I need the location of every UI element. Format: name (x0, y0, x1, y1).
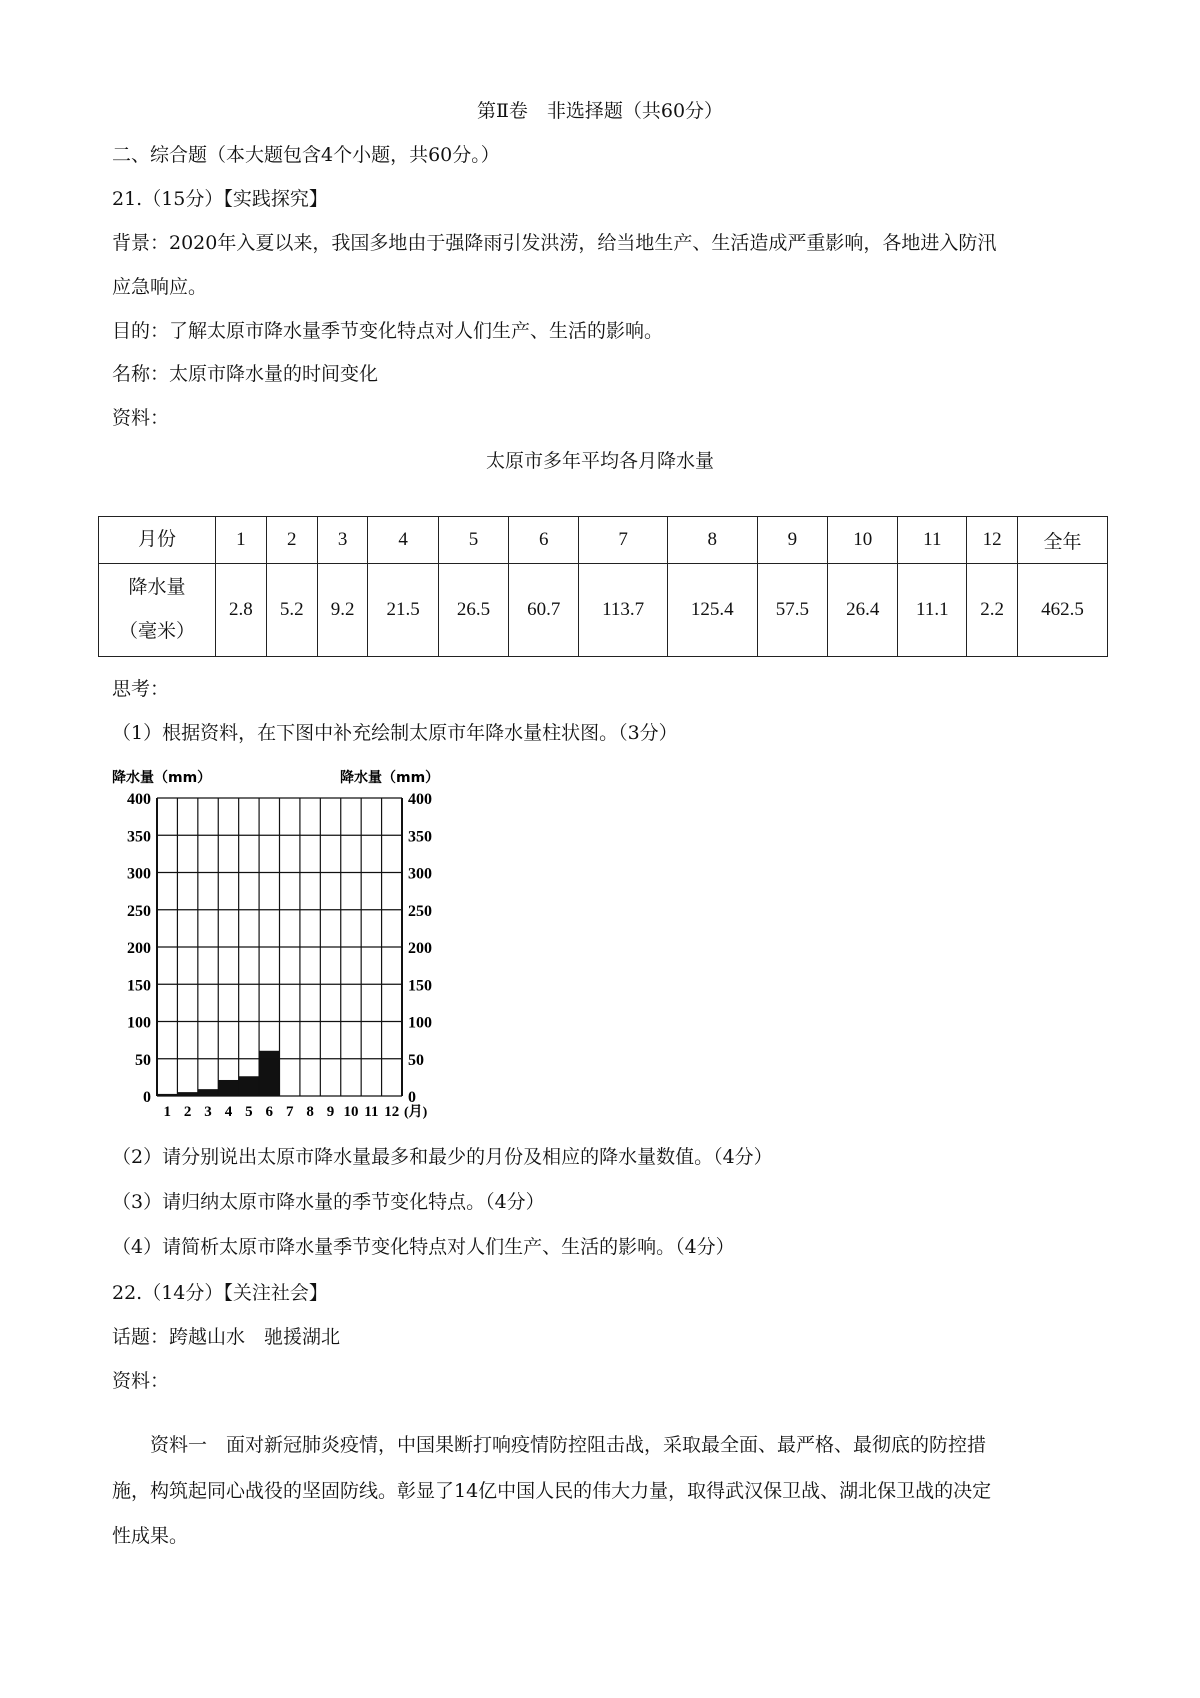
y-tick-label-left: 200 (127, 940, 151, 957)
x-tick-label: 11 (364, 1104, 379, 1120)
x-tick-label: 1 (163, 1104, 171, 1120)
section-title: 第Ⅱ卷 非选择题（共60分） (476, 100, 724, 122)
y-tick-label-right: 100 (408, 1014, 432, 1032)
x-tick-label: 3 (204, 1104, 212, 1120)
q22-material-1-line2: 施，构筑起同心战役的坚固防线。彰显了14亿中国人民的伟大力量，取得武汉保卫战、湖北保卫战的决定 (112, 1480, 992, 1502)
q21-background-line2: 应急响应。 (112, 276, 208, 298)
table-cell-month: 9 (757, 517, 827, 564)
q22-material-1-line3: 性成果。 (112, 1525, 189, 1547)
q22-topic: 话题：跨越山水 驰援湖北 (112, 1326, 341, 1348)
x-tick-label: 12 (384, 1104, 400, 1120)
y-tick-label-right: 0 (408, 1089, 416, 1106)
x-axis-unit: (月) (404, 1105, 428, 1120)
table-cell-value: 9.2 (317, 564, 368, 657)
bar-month-6 (259, 1051, 279, 1096)
y-tick-label-left: 350 (127, 828, 151, 846)
q22-material-label: 资料： (112, 1370, 170, 1392)
table-header-precipitation (99, 564, 216, 657)
think-label: 思考： (112, 678, 170, 700)
table-title: 太原市多年平均各月降水量 (485, 450, 714, 472)
x-tick-label: 2 (183, 1104, 192, 1120)
part-title: 二、综合题（本大题包含4个小题，共60分。） (112, 144, 500, 166)
y-tick-label-left: 100 (127, 1014, 151, 1032)
x-tick-label: 7 (285, 1104, 294, 1120)
table-cell-value: 125.4 (667, 564, 757, 657)
table-row-precipitation (99, 564, 1108, 657)
table-cell-month: 11 (898, 517, 967, 564)
y-tick-label-left: 400 (127, 791, 151, 808)
table-cell-month: 6 (509, 517, 579, 564)
table-cell-month: 8 (667, 517, 757, 564)
q21-question-2: （2）请分别说出太原市降水量最多和最少的月份及相应的降水量数值。（4分） (112, 1146, 773, 1168)
table-cell-month: 3 (317, 517, 368, 564)
q21-header: 21.（15分）【实践探究】 (112, 188, 328, 210)
q21-question-4: （4）请简析太原市降水量季节变化特点对人们生产、生活的影响。（4分） (112, 1236, 735, 1258)
precipitation-bar-chart (112, 758, 452, 1130)
table-cell-value: 2.8 (216, 564, 267, 657)
q21-question-3: （3）请归纳太原市降水量的季节变化特点。（4分） (112, 1191, 545, 1213)
table-cell-value: 2.2 (967, 564, 1018, 657)
q21-purpose: 目的：了解太原市降水量季节变化特点对人们生产、生活的影响。 (112, 320, 664, 342)
table-cell-month: 全年 (1018, 517, 1108, 564)
y-tick-label-left: 150 (127, 977, 151, 995)
y-axis-label-left: 降水量（mm） (112, 770, 212, 786)
x-tick-label: 6 (265, 1104, 274, 1120)
q21-question-1: （1）根据资料，在下图中补充绘制太原市年降水量柱状图。（3分） (112, 722, 678, 744)
table-cell-month: 5 (438, 517, 508, 564)
table-cell-month: 10 (828, 517, 898, 564)
bar-month-5 (239, 1076, 259, 1096)
y-tick-label-left: 300 (127, 865, 151, 883)
x-tick-label: 4 (224, 1104, 233, 1120)
y-tick-label-left: 250 (127, 902, 151, 920)
table-cell-value: 5.2 (266, 564, 317, 657)
table-header-precip-line2: （毫米） (118, 621, 195, 642)
table-cell-value: 26.5 (438, 564, 508, 657)
x-tick-label: 8 (306, 1104, 314, 1120)
y-tick-label-left: 50 (135, 1051, 151, 1069)
table-cell-value: 26.4 (828, 564, 898, 657)
q21-material-label: 资料： (112, 407, 170, 429)
q22-header: 22.（14分）【关注社会】 (112, 1282, 328, 1304)
table-cell-month: 4 (368, 517, 438, 564)
table-cell-month: 7 (579, 517, 667, 564)
table-header-month: 月份 (99, 517, 216, 564)
bar-month-3 (198, 1089, 218, 1096)
precipitation-table (98, 516, 1108, 657)
q21-background-line1: 背景：2020年入夏以来，我国多地由于强降雨引发洪涝，给当地生产、生活造成严重影响，各地进入防汛 (112, 232, 997, 254)
table-cell-month: 12 (967, 517, 1018, 564)
y-axis-label-right: 降水量（mm） (340, 770, 440, 786)
y-tick-label-right: 400 (408, 791, 432, 808)
y-tick-label-right: 300 (408, 865, 432, 883)
table-row-month (99, 517, 1108, 564)
table-cell-value: 462.5 (1018, 564, 1108, 657)
x-tick-label: 9 (326, 1104, 335, 1120)
table-cell-month: 2 (266, 517, 317, 564)
table-cell-value: 113.7 (579, 564, 667, 657)
y-tick-label-right: 350 (408, 828, 432, 846)
bar-month-4 (218, 1080, 238, 1096)
table-cell-value: 57.5 (757, 564, 827, 657)
table-cell-month: 1 (216, 517, 267, 564)
y-tick-label-right: 150 (408, 977, 432, 995)
x-tick-label: 10 (343, 1104, 359, 1120)
q21-name: 名称：太原市降水量的时间变化 (112, 363, 379, 385)
table-cell-value: 11.1 (898, 564, 967, 657)
table-cell-value: 21.5 (368, 564, 438, 657)
x-tick-label: 5 (245, 1104, 253, 1120)
q22-material-1-line1: 资料一 面对新冠肺炎疫情，中国果断打响疫情防控阻击战，采取最全面、最严格、最彻底的防控措 (150, 1434, 987, 1456)
y-tick-label-right: 200 (408, 940, 432, 957)
y-tick-label-left: 0 (143, 1089, 151, 1106)
table-cell-value: 60.7 (509, 564, 579, 657)
y-tick-label-right: 250 (408, 902, 432, 920)
table-header-precip-line1: 降水量 (128, 577, 186, 598)
y-tick-label-right: 50 (408, 1051, 424, 1069)
